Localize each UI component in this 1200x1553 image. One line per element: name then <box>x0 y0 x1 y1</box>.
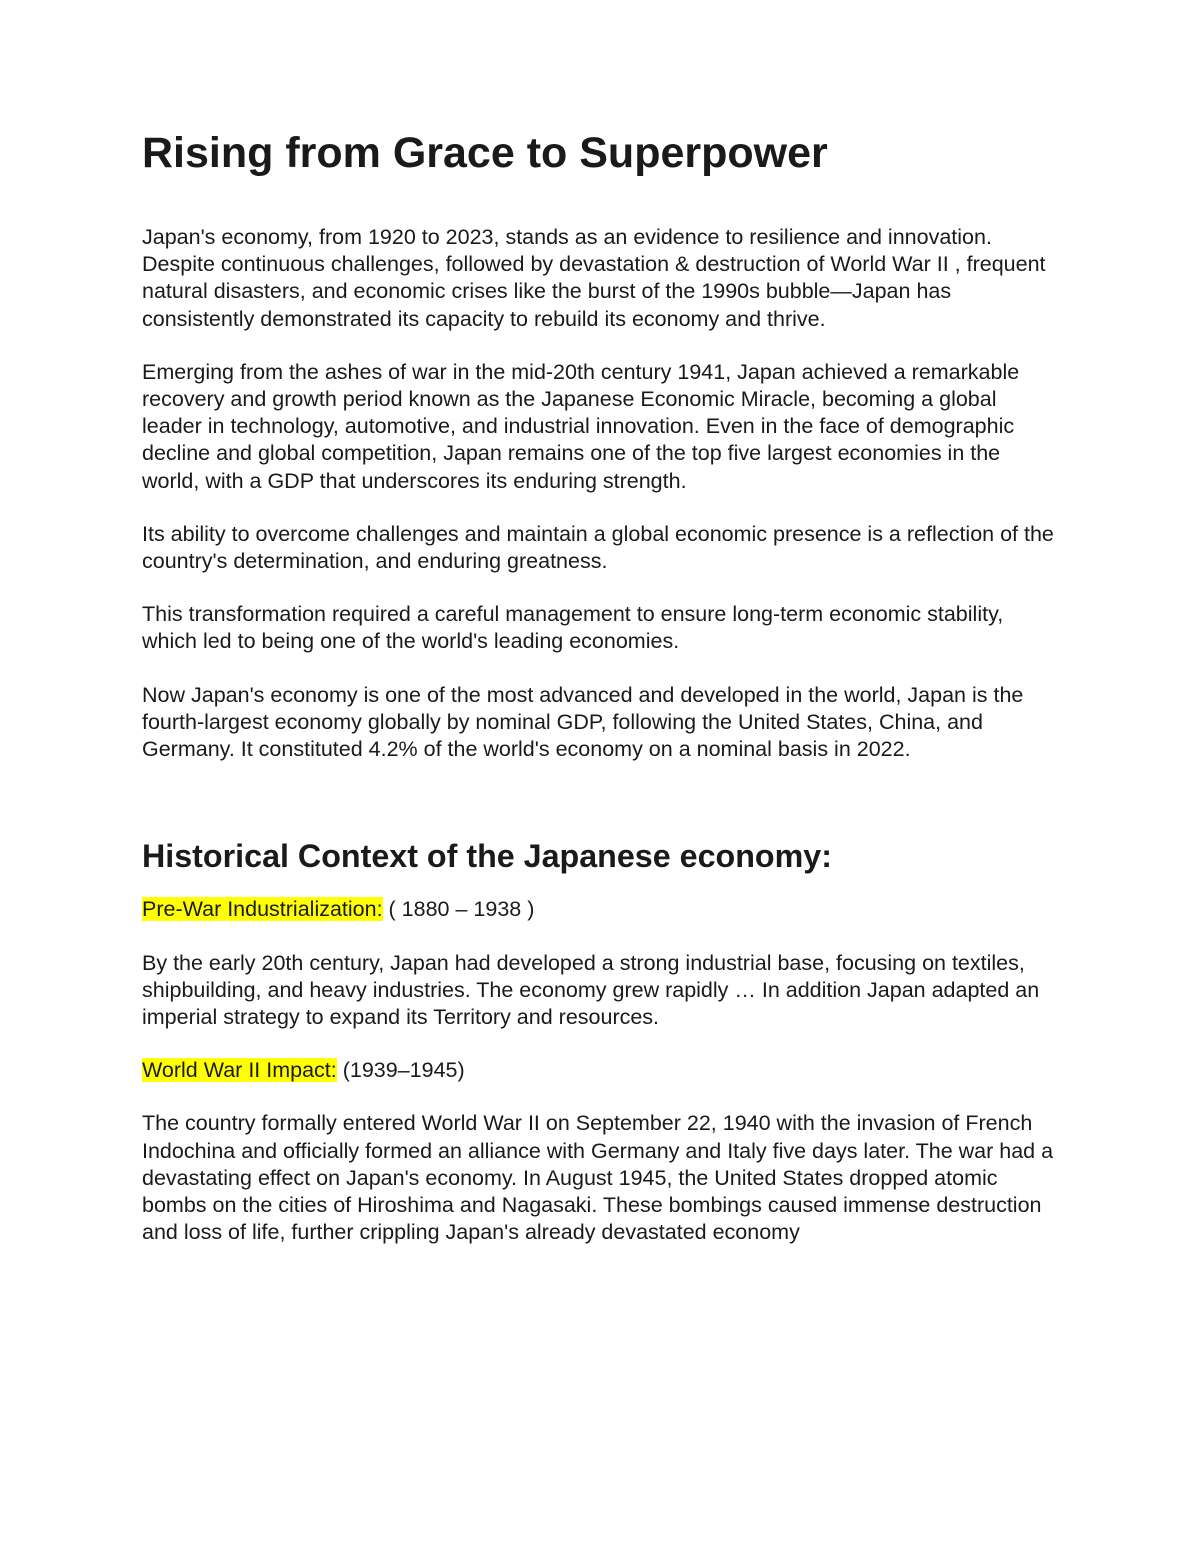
intro-paragraph: Japan's economy, from 1920 to 2023, stands as an evidence to resilience and innovation. Despite continuous challenges, followed by devastation & destruction of World War II , frequent natural disasters, and economic crises like the burst of the 1990s bubble—Japan has consistently demonstrated its capacity to rebuild its economy and thrive. <box>142 225 1046 331</box>
highlighted-label: Pre-War Industrialization: <box>142 897 383 922</box>
period-text: ( 1880 – 1938 ) <box>382 897 535 922</box>
document-title: Rising from Grace to Superpower <box>142 129 828 177</box>
subsection-heading <box>142 1057 1062 1084</box>
subsection-heading <box>142 896 1062 923</box>
subsection-body: The country formally entered World War II on September 22, 1940 with the invasion of French Indochina and officially formed an alliance with Germany and Italy five days later. The war had a devastating effect on Japan's economy. In August 1945, the United States dropped atomic bombs on the cities of Hiroshima and Nagasaki. These bombings caused immense destruction and loss of life, further crippling Japan's already devastated economy <box>142 1111 1054 1245</box>
body-paragraph: Now Japan's economy is one of the most advanced and developed in the world, Japan is the fourth-largest economy globally by nominal GDP, following the United States, China, and Germany. It constituted 4.2% of the world's economy on a nominal basis in 2022. <box>142 682 1024 762</box>
subsection-body: By the early 20th century, Japan had developed a strong industrial base, focusing on textiles, shipbuilding, and heavy industries. The economy grew rapidly … In addition Japan adapted an imperial strategy to expand its Territory and resources. <box>142 950 1040 1030</box>
period-text: (1939–1945) <box>336 1058 465 1083</box>
body-paragraph: This transformation required a careful management to ensure long-term economic stability, which led to being one of the world's leading economies. <box>142 602 1004 654</box>
highlighted-label: World War II Impact: <box>142 1058 337 1083</box>
body-paragraph: Emerging from the ashes of war in the mid-20th century 1941, Japan achieved a remarkable recovery and growth period known as the Japanese Economic Miracle, becoming a global leader in technology, automotive, and industrial innovation. Even in the face of demographic decline and global competition, Japan remains one of the top five largest economies in the world, with a GDP that underscores its enduring strength. <box>142 359 1020 493</box>
document-page <box>142 129 1062 1246</box>
body-paragraph: Its ability to overcome challenges and maintain a global economic presence is a reflection of the country's determination, and enduring greatness. <box>142 521 1054 574</box>
section-heading: Historical Context of the Japanese economy: <box>142 838 832 875</box>
